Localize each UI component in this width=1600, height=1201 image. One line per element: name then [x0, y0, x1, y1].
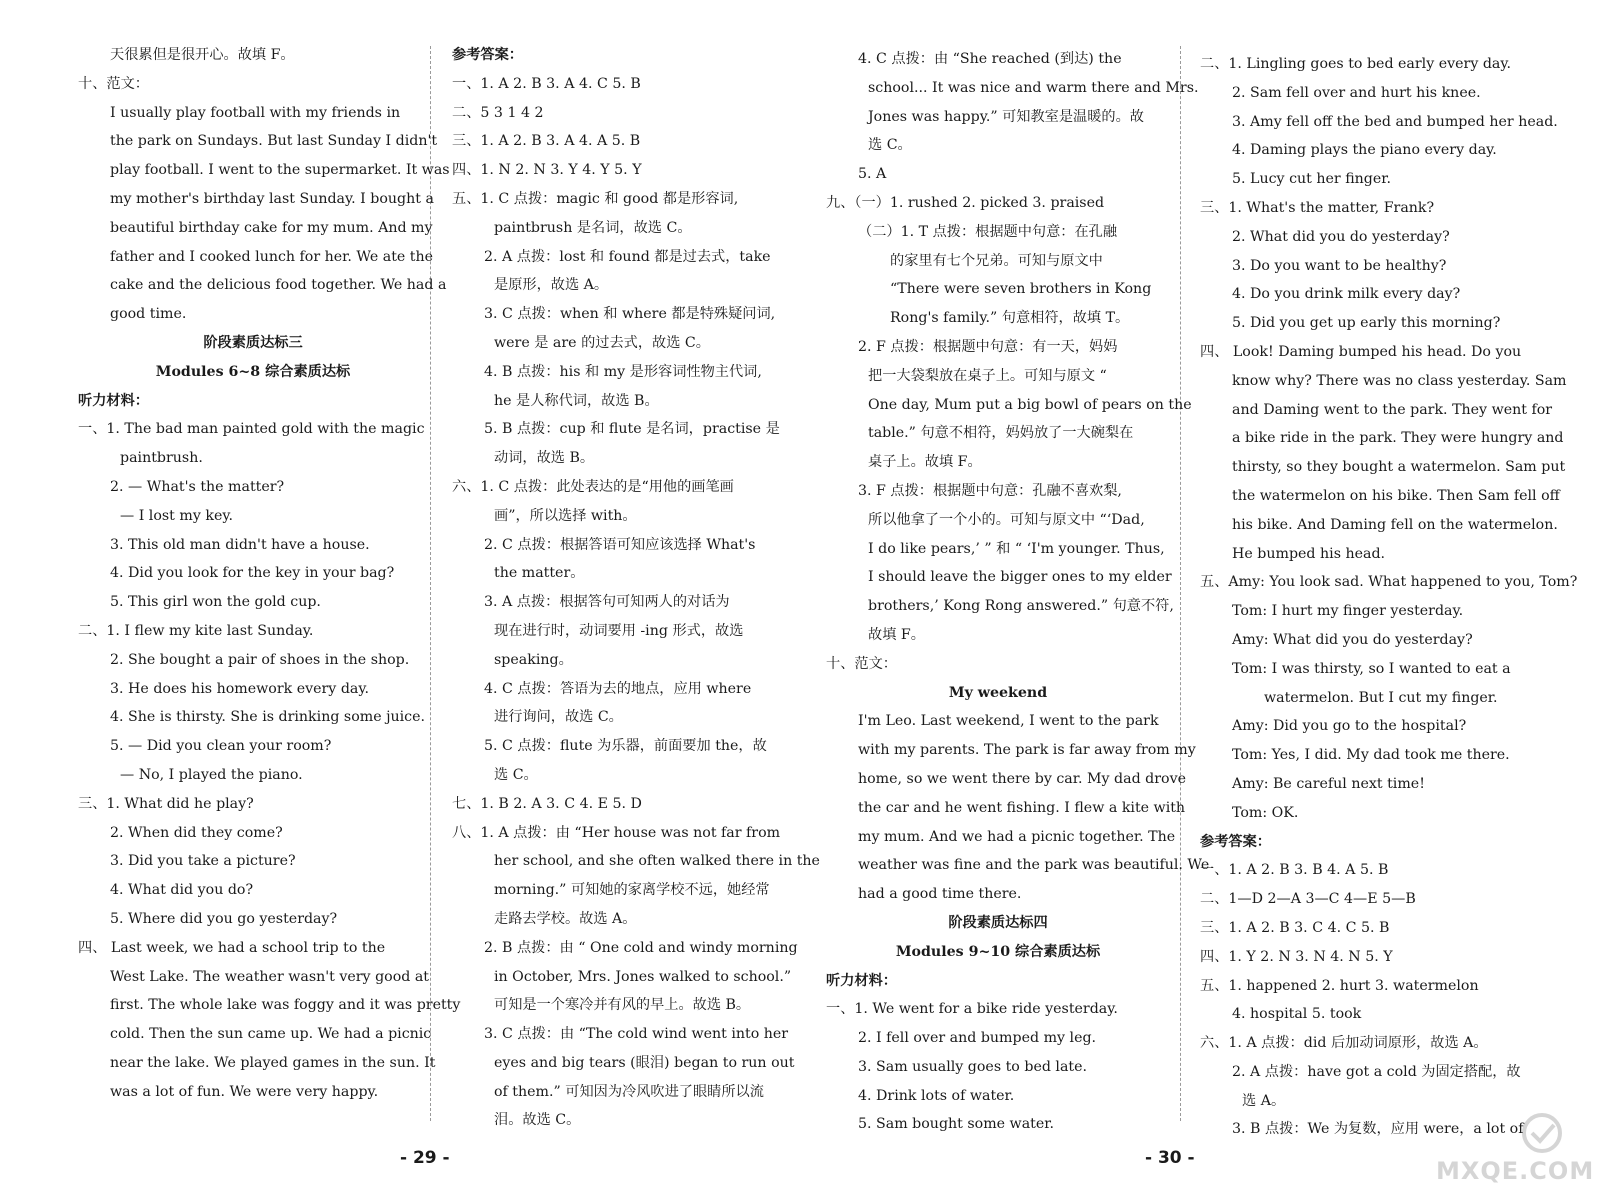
text-line: 3. Amy fell off the bed and bumped her head. — [1232, 113, 1558, 130]
text-line: 可知是一个寒冷并有风的早上。故选 B。 — [494, 997, 751, 1014]
text-line: 2. — What's the matter? — [110, 478, 285, 495]
text-line: know why? There was no class yesterday. Sam — [1232, 372, 1567, 389]
text-line: Modules 6~8 综合素质达标 — [155, 363, 351, 380]
text-line: 听力材料： — [78, 392, 149, 409]
text-line: 5. — Did you clean your room? — [110, 738, 332, 755]
text-line: 八、1. A 点拨：由 “Her house was not far from — [452, 824, 781, 841]
text-line: the watermelon on his bike. Then Sam fell off — [1232, 487, 1560, 504]
text-line: play football. I went to the supermarket. It was — [110, 162, 450, 179]
text-line: my mother's birthday last Sunday. I bought a — [110, 190, 434, 207]
text-line: in October, Mrs. Jones walked to school.” — [494, 968, 792, 985]
text-line: 阶段素质达标三 — [203, 334, 303, 351]
text-line: — No, I played the piano. — [120, 766, 303, 783]
text-line: 2. She bought a pair of shoes in the shop. — [110, 651, 410, 668]
text-line: 动词，故选 B。 — [494, 450, 595, 467]
text-line: 3. Sam usually goes to bed late. — [858, 1058, 1088, 1075]
text-line: 4. Daming plays the piano every day. — [1232, 142, 1497, 159]
text-line: 三、1. What did he play? — [78, 795, 254, 812]
text-line: West Lake. The weather wasn't very good at — [110, 968, 430, 985]
text-line: I'm Leo. Last weekend, I went to the park — [858, 713, 1159, 730]
text-line: I usually play football with my friends in — [110, 104, 401, 121]
text-line: 2. F 点拨：根据题中句意：有一天，妈妈 — [858, 338, 1118, 355]
text-line: Modules 9~10 综合素质达标 — [895, 943, 1101, 960]
text-line: school... It was nice and warm there and Mrs. — [868, 79, 1199, 96]
text-line: his bike. And Daming fell on the watermelon. — [1232, 516, 1558, 533]
text-line: 泪。故选 C。 — [494, 1112, 581, 1129]
text-line: home, so we went there by car. My dad drove — [858, 770, 1186, 787]
text-line: 十、范文： — [78, 75, 149, 92]
text-line: Jones was happy.” 可知教室是温暖的。故 — [868, 108, 1144, 125]
text-line: 三、1. A 2. B 3. C 4. C 5. B — [1200, 919, 1390, 936]
text-line: Amy: Be careful next time! — [1232, 775, 1425, 792]
text-line: Tom: I hurt my finger yesterday. — [1232, 603, 1464, 620]
text-line: the car and he went fishing. I flew a kite with — [858, 799, 1186, 816]
page-number-left: - 29 - — [400, 1148, 450, 1168]
text-line: 参考答案： — [1200, 833, 1271, 850]
text-line: 天很累但是很开心。故填 F。 — [110, 47, 295, 63]
text-line: 4. Do you drink milk every day? — [1232, 286, 1461, 303]
text-line: paintbrush. — [120, 450, 203, 467]
text-line: 六、1. A 点拨：did 后加动词原形，故选 A。 — [1200, 1035, 1488, 1052]
text-line: 五、Amy: You look sad. What happened to you, Tom? — [1200, 574, 1578, 591]
text-line: Tom: Yes, I did. My dad took me there. — [1232, 747, 1510, 764]
text-line: morning.” 可知她的家离学校不远，她经常 — [494, 882, 770, 899]
text-line: 3. C 点拨：when 和 where 都是特殊疑问词, — [484, 306, 776, 323]
text-line: 3. F 点拨：根据题中句意：孔融不喜欢梨, — [858, 482, 1122, 499]
column-3 — [826, 45, 1210, 1185]
text-line: was a lot of fun. We were very happy. — [110, 1083, 379, 1100]
text-line: 4. C 点拨：答语为去的地点，应用 where — [484, 680, 752, 697]
text-line: cold. Then the sun came up. We had a picnic — [110, 1026, 432, 1043]
text-line: 六、1. C 点拨：此处表达的是“用他的画笔画 — [452, 478, 734, 495]
text-line: 画”，所以选择 with。 — [494, 507, 637, 524]
text-line: 4. hospital 5. took — [1232, 1006, 1362, 1023]
text-line: 3. This old man didn't have a house. — [110, 536, 370, 553]
text-line: 桌子上。故填 F。 — [868, 454, 982, 471]
text-line: 5. Where did you go yesterday? — [110, 910, 338, 927]
text-line: 所以他拿了一个小的。可知与原文中 “‘Dad, — [868, 511, 1145, 528]
text-line: he 是人称代词，故选 B。 — [494, 392, 659, 409]
column-2 — [452, 41, 820, 1181]
text-line: 2. I fell over and bumped my leg. — [858, 1030, 1097, 1047]
text-line: 五、1. happened 2. hurt 3. watermelon — [1200, 977, 1479, 994]
text-line: He bumped his head. — [1232, 545, 1386, 562]
watermark-icon — [1512, 1111, 1572, 1155]
text-line: had a good time there. — [858, 886, 1022, 903]
text-line: One day, Mum put a big bowl of pears on the — [868, 396, 1192, 413]
text-line: 4. B 点拨：his 和 my 是形容词性物主代词, — [484, 363, 762, 380]
text-line: thirsty, so they bought a watermelon. Sam put — [1232, 459, 1566, 476]
text-line: 2. Sam fell over and hurt his knee. — [1232, 84, 1481, 101]
text-line: and Daming went to the park. They went for — [1232, 401, 1553, 418]
text-line: 3. Do you want to be healthy? — [1232, 257, 1447, 274]
text-line: 4. What did you do? — [110, 882, 254, 899]
text-line: 四、 Last week, we had a school trip to the — [78, 939, 386, 956]
text-line: 现在进行时，动词要用 -ing 形式，故选 — [494, 622, 744, 639]
text-line: 3. He does his homework every day. — [110, 680, 369, 697]
text-line: Amy: What did you do yesterday? — [1232, 631, 1473, 648]
text-line: 一、1. The bad man painted gold with the magic — [78, 421, 425, 438]
text-line: 2. C 点拨：根据答语可知应该选择 What's — [484, 536, 756, 553]
text-line: 故填 F。 — [868, 626, 925, 643]
text-line: 2. What did you do yesterday? — [1232, 228, 1450, 245]
column-4 — [1200, 50, 1578, 1190]
text-line: 二、1—D 2—A 3—C 4—E 5—B — [1200, 891, 1416, 908]
text-line: of them.” 可知因为冷风吹进了眼睛所以流 — [494, 1083, 764, 1100]
text-line: 5. B 点拨：cup 和 flute 是名词，practise 是 — [484, 421, 780, 438]
text-line: 2. A 点拨：lost 和 found 都是过去式，take — [484, 248, 771, 265]
text-line: I do like pears,’ ” 和 “ ‘I'm younger. Thus, — [868, 540, 1165, 557]
text-line: first. The whole lake was foggy and it was pretty — [110, 997, 461, 1014]
text-line: 四、 Look! Daming bumped his head. Do you — [1200, 343, 1522, 360]
text-line: 4. Drink lots of water. — [858, 1087, 1015, 1104]
text-line: a bike ride in the park. They were hungry and — [1232, 430, 1564, 447]
text-line: 5. Did you get up early this morning? — [1232, 315, 1501, 332]
text-line: 听力材料： — [826, 972, 897, 989]
text-line: paintbrush 是名词，故选 C。 — [494, 219, 692, 236]
text-line: 三、1. A 2. B 3. A 4. A 5. B — [452, 133, 641, 150]
text-line: my mum. And we had a picnic together. The — [858, 828, 1176, 845]
text-line: 3. B 点拨：We 为复数，应用 were，a lot of — [1232, 1121, 1524, 1138]
column-1 — [78, 41, 461, 1181]
page-number-right: - 30 - — [1145, 1148, 1195, 1168]
text-line: 七、1. B 2. A 3. C 4. E 5. D — [452, 795, 642, 812]
text-line: 九、（一）1. rushed 2. picked 3. praised — [826, 194, 1105, 211]
text-line: were 是 are 的过去式，故选 C。 — [494, 334, 710, 351]
text-line: I should leave the bigger ones to my elder — [868, 569, 1172, 586]
text-line: speaking。 — [494, 651, 573, 668]
text-line: 5. A — [858, 166, 887, 183]
text-line: 一、1. We went for a bike ride yesterday. — [826, 1001, 1118, 1018]
text-line: 是原形，故选 A。 — [494, 277, 609, 294]
text-line: the park on Sundays. But last Sunday I didn't — [110, 133, 438, 150]
text-line: near the lake. We played games in the sun. It — [110, 1054, 436, 1071]
text-line: 4. Did you look for the key in your bag? — [110, 565, 395, 582]
text-line: 2. A 点拨：have got a cold 为固定搭配，故 — [1232, 1063, 1521, 1080]
text-line: 5. Lucy cut her finger. — [1232, 171, 1392, 188]
text-line: 4. C 点拨：由 “She reached (到达) the — [858, 51, 1122, 67]
text-line: Tom: I was thirsty, so I wanted to eat a — [1232, 660, 1511, 677]
text-line: 阶段素质达标四 — [948, 914, 1048, 931]
text-line: the matter。 — [494, 565, 585, 582]
text-line: 一、1. A 2. B 3. B 4. A 5. B — [1200, 862, 1389, 879]
text-line: her school, and she often walked there in the — [494, 853, 820, 870]
text-line: 5. This girl won the gold cup. — [110, 594, 321, 611]
text-line: 参考答案： — [452, 47, 523, 63]
text-line: 3. A 点拨：根据答句可知两人的对话为 — [484, 594, 730, 611]
text-line: 五、1. C 点拨：magic 和 good 都是形容词, — [452, 190, 739, 207]
text-line: 走路去学校。故选 A。 — [494, 910, 637, 927]
text-line: Tom: OK. — [1232, 804, 1299, 821]
text-line: cake and the delicious food together. We had a — [110, 277, 447, 294]
text-line: watermelon. But I cut my finger. — [1264, 689, 1498, 706]
text-line: father and I cooked lunch for her. We ate the — [110, 248, 434, 265]
text-line: 十、范文： — [826, 655, 897, 672]
text-line: 选 C。 — [494, 766, 538, 783]
text-line: 进行询问，故选 C。 — [494, 709, 623, 726]
column-divider-right-page — [1180, 46, 1181, 1121]
text-line: Rong's family.” 句意相符，故填 T。 — [890, 310, 1130, 327]
text-line: 四、1. Y 2. N 3. N 4. N 5. Y — [1200, 948, 1393, 965]
text-line: 5. C 点拨：flute 为乐器，前面要加 the，故 — [484, 738, 767, 755]
text-line: eyes and big tears (眼泪) began to run out — [494, 1054, 795, 1071]
text-line: 二、1. I flew my kite last Sunday. — [78, 622, 314, 639]
text-line: “There were seven brothers in Kong — [890, 281, 1152, 298]
text-line: table.” 句意不相符，妈妈放了一大碗梨在 — [868, 425, 1134, 442]
text-line: 四、1. N 2. N 3. Y 4. Y 5. Y — [452, 162, 642, 179]
text-line: 3. C 点拨：由 “The cold wind went into her — [484, 1026, 789, 1043]
text-line: 2. When did they come? — [110, 824, 283, 841]
text-line: beautiful birthday cake for my mum. And my — [110, 219, 433, 236]
text-line: with my parents. The park is far away from my — [858, 742, 1196, 759]
text-line: — I lost my key. — [120, 507, 233, 524]
text-line: 把一大袋梨放在桌子上。可知与原文 “ — [868, 367, 1107, 384]
text-line: 3. Did you take a picture? — [110, 853, 296, 870]
text-line: good time. — [110, 306, 187, 323]
text-line: 二、1. Lingling goes to bed early every day. — [1200, 56, 1512, 72]
text-line: 二、5 3 1 4 2 — [452, 104, 544, 121]
text-line: 三、1. What's the matter, Frank? — [1200, 199, 1435, 216]
text-line: brothers,’ Kong Rong answered.” 句意不符, — [868, 598, 1174, 615]
text-line: 的家里有七个兄弟。可知与原文中 — [890, 252, 1103, 269]
text-line: 选 C。 — [868, 137, 912, 154]
text-line: 5. Sam bought some water. — [858, 1116, 1054, 1133]
text-line: Amy: Did you go to the hospital? — [1232, 718, 1467, 735]
text-line: 2. B 点拨：由 “ One cold and windy morning — [484, 939, 798, 956]
text-line: My weekend — [948, 684, 1048, 701]
text-line: 选 A。 — [1242, 1092, 1286, 1109]
watermark-logo — [1428, 1111, 1595, 1191]
text-line: weather was fine and the park was beautiful. We — [858, 857, 1210, 874]
text-line: 4. She is thirsty. She is drinking some juice. — [110, 709, 426, 726]
watermark-text: MXQE.COM — [1436, 1157, 1595, 1185]
text-line: （二）1. T 点拨：根据题中句意：在孔融 — [858, 223, 1118, 240]
text-line: 一、1. A 2. B 3. A 4. C 5. B — [452, 75, 641, 92]
